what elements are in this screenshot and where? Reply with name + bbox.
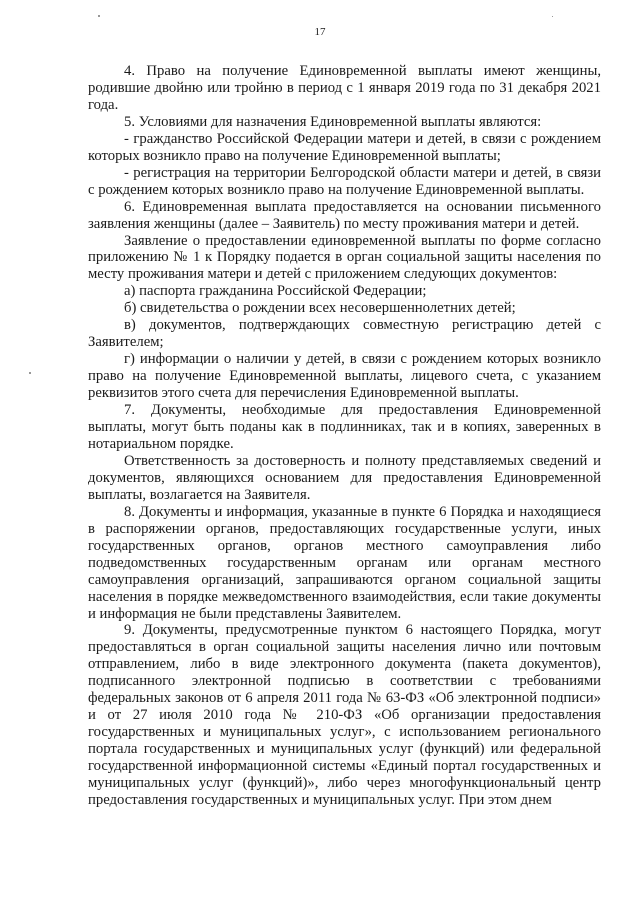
paragraph-5: 5. Условиями для назначения Единовременной выплаты являются:	[124, 113, 542, 130]
condition-citizenship: - гражданство Российской Федерации матери и детей, в связи с рождением которых возникло право на получение Единовременной выплаты;	[88, 130, 601, 164]
scan-speck	[552, 16, 553, 17]
document-body	[88, 63, 601, 809]
paragraph-9: 9. Документы, предусмотренные пунктом 6 настоящего Порядка, могут предоставляться в орган социальной защиты населения лично или почтовым отправлением, либо в виде электронного документа (пакета документов), подписанного электронной подписью в соответствии с требованиями федеральных законов от 6 апреля 2011 года № 63-ФЗ «Об электронной подписи» и от 27 июля 2010 года № 210-ФЗ «Об организации предоставления государственных и муниципальных услуг», с использованием регионального портала государственных и муниципальных услуг (функций) или федеральной государственной информационной системы «Единый портал государственных и муниципальных услуг (функций)», либо через многофункциональный центр предоставления государственных и муниципальных услуг. При этом днем	[88, 622, 601, 808]
paragraph-7: 7. Документы, необходимые для предоставления Единовременной выплаты, могут быть поданы как в подлинниках, так и в копиях, заверенных в нотариальном порядке.	[88, 402, 601, 452]
document-item-g: г) информации о наличии у детей, в связи с рождением которых возникло право на получение Единовременной выплаты, лицевого счета, с указанием реквизитов этого счета для перечисления Единовременной выплаты.	[88, 351, 601, 402]
application-paragraph: Заявление о предоставлении единовременной выплаты по форме согласно приложению № 1 к Порядку подается в орган социальной защиты населения по месту проживания матери и детей с приложением следующих документов:	[88, 232, 601, 283]
scan-speck	[29, 372, 31, 374]
responsibility-paragraph: Ответственность за достоверность и полноту представляемых сведений и документов, являющихся основанием для предоставления Единовременной выплаты, возлагается на Заявителя.	[88, 452, 601, 503]
document-item-b: б) свидетельства о рождении всех несовершеннолетних детей;	[124, 300, 516, 317]
paragraph-6: 6. Единовременная выплата предоставляется на основании письменного заявления женщины (далее – Заявитель) по месту проживания матери и детей.	[88, 198, 601, 232]
scan-speck	[98, 15, 100, 17]
document-item-v: в) документов, подтверждающих совместную регистрацию детей с Заявителем;	[88, 317, 601, 351]
document-item-a: а) паспорта гражданина Российской Федерации;	[124, 283, 427, 300]
paragraph-4: 4. Право на получение Единовременной выплаты имеют женщины, родившие двойню или тройню в период с 1 января 2019 года по 31 декабря 2021 года.	[88, 63, 601, 113]
condition-registration: - регистрация на территории Белгородской области матери и детей, в связи с рождением которых возникло право на получение Единовременной выплаты.	[88, 164, 601, 198]
paragraph-8: 8. Документы и информация, указанные в пункте 6 Порядка и находящиеся в распоряжении органов, предоставляющих государственные услуги, иных государственных органов, органов местного самоуправления либо подведомственных государственным органам или органам местного самоуправления организаций, запрашиваются органом социальной защиты населения в порядке межведомственного взаимодействия, если такие документы и информация не были представлены Заявителем.	[88, 503, 601, 622]
page-number: 17	[314, 26, 326, 38]
